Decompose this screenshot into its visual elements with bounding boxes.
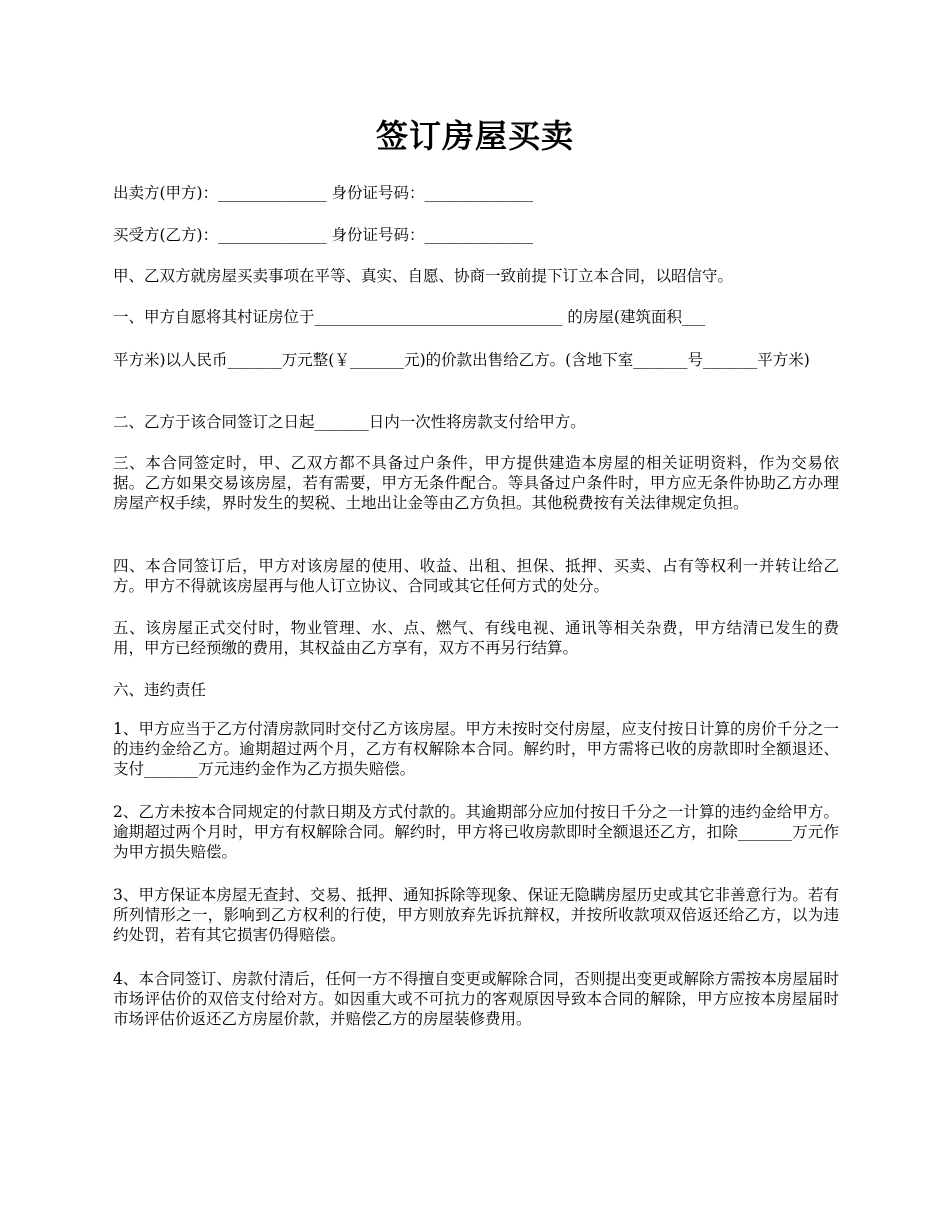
preamble-paragraph: 甲、乙双方就房屋买卖事项在平等、真实、自愿、协商一致前提下订立本合同，以昭信守。 (113, 267, 734, 285)
clause-3-paragraph: 三、本合同签定时，甲、乙双方都不具备过户条件，甲方提供建造本房屋的相关证明资料，作为交易依据。乙方如果交易该房屋，若有需要，甲方无条件配合。等具备过户条件时，甲方应无条件协助乙方办理房屋产权手续，界时发生的契税、土地出让金等由乙方负担。其他税费按有关法律规定负担。 (113, 454, 839, 512)
clause-2-paragraph: 二、乙方于该合同签订之日起_______日内一次性将房款支付给甲方。 (113, 413, 586, 431)
seller-line: 出卖方(甲方)：______________ 身份证号码：______________ (113, 184, 534, 202)
clause-6-heading: 六、违约责任 (113, 681, 207, 699)
liability-item-3: 3、甲方保证本房屋无查封、交易、抵押、通知拆除等现象、保证无隐瞒房屋历史或其它非善意行为。若有所列情形之一，影响到乙方权利的行使，甲方则放弃先诉抗辩权，并按所收款项双倍返还给乙方，以为违约处罚，若有其它损害仍得赔偿。 (113, 886, 839, 944)
clause-1-price-paragraph: 平方米)以人民币_______万元整(￥_______元)的价款出售给乙方。(含地下室_______号_______平方米) (113, 351, 810, 369)
liability-item-2: 2、乙方未按本合同规定的付款日期及方式付款的。其逾期部分应加付按日千分之一计算的违约金给甲方。逾期超过两个月时，甲方有权解除合同。解约时，甲方将已收房款即时全额退还乙方，扣除_______万元作为甲方损失赔偿。 (113, 803, 839, 861)
document-title: 签订房屋买卖 (375, 117, 574, 155)
buyer-line: 买受方(乙方)：______________ 身份证号码：______________ (113, 226, 534, 244)
clause-5-paragraph: 五、该房屋正式交付时，物业管理、水、点、燃气、有线电视、通讯等相关杂费，甲方结清已发生的费用，甲方已经预缴的费用，其权益由乙方享有，双方不再另行结算。 (113, 619, 839, 657)
clause-1-paragraph: 一、甲方自愿将其村证房位于________________________________ 的房屋(建筑面积___ (113, 308, 706, 326)
clause-4-paragraph: 四、本合同签订后，甲方对该房屋的使用、收益、出租、担保、抵押、买卖、占有等权利一并转让给乙方。甲方不得就该房屋再与他人订立协议、合同或其它任何方式的处分。 (113, 557, 839, 595)
liability-item-4: 4、本合同签订、房款付清后，任何一方不得擅自变更或解除合同，否则提出变更或解除方需按本房屋届时市场评估价的双倍支付给对方。如因重大或不可抗力的客观原因导致本合同的解除，甲方应按本房屋届时市场评估价返还乙方房屋价款，并赔偿乙方的房屋装修费用。 (113, 970, 839, 1028)
liability-item-1: 1、甲方应当于乙方付清房款同时交付乙方该房屋。甲方未按时交付房屋，应支付按日计算的房价千分之一的违约金给乙方。逾期超过两个月，乙方有权解除本合同。解约时，甲方需将已收的房款即时全额退还、支付_______万元违约金作为乙方损失赔偿。 (113, 720, 839, 778)
